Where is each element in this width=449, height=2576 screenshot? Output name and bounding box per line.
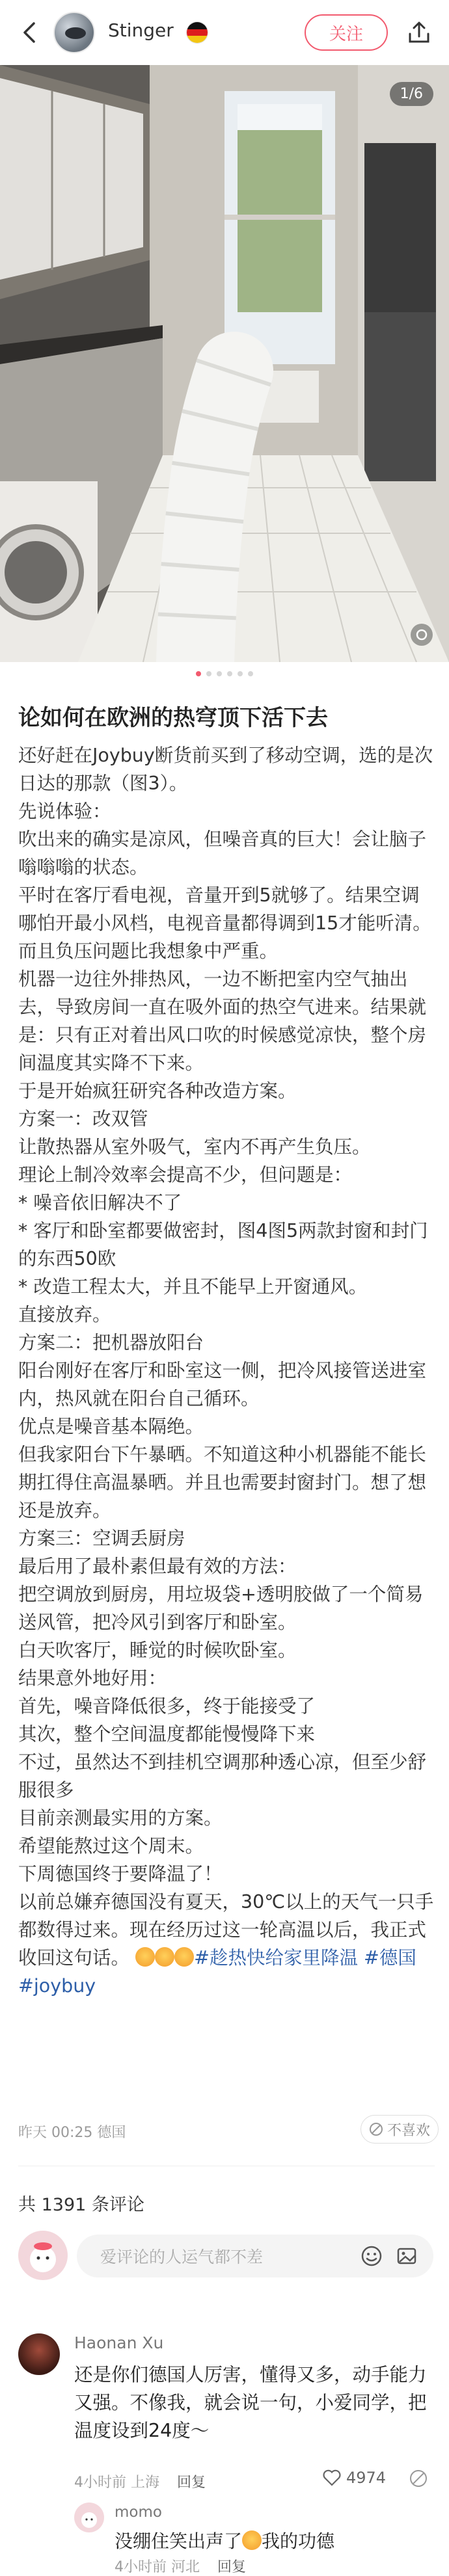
paragraph: 于是开始疯狂研究各种改造方案。 (18, 1080, 297, 1102)
paragraph: 下周德国终于要降温了！ (18, 1863, 223, 1885)
image-pagination[interactable] (0, 667, 449, 680)
emoji-icon (129, 1947, 194, 1969)
paragraph: 首先，噪音降低很多，终于能接受了 (18, 1695, 316, 1717)
reply-button[interactable]: 回复 (217, 2559, 247, 2575)
top-bar (0, 0, 449, 65)
paragraph: 让散热器从室外吸气，室内不再产生负压。 (18, 1136, 371, 1158)
paragraph: 还好赶在Joybuy断货前买到了移动空调，选的是次日达的那款（图3）。 (18, 745, 433, 794)
my-avatar (18, 2231, 68, 2280)
pagination-dot[interactable] (238, 671, 243, 676)
comment-time: 4小时前 河北 (115, 2559, 200, 2575)
post-photo[interactable] (0, 65, 449, 662)
post-meta: 昨天 00:25 德国 (18, 2125, 126, 2141)
hashtag[interactable]: #德国 (364, 1947, 416, 1969)
comment-text (115, 2527, 334, 2553)
paragraph: 最后用了最朴素但最有效的方法： (18, 1556, 297, 1577)
hashtag[interactable]: #趁热快给家里降温 (194, 1947, 358, 1969)
heart-icon (323, 2469, 341, 2486)
like-button[interactable] (323, 2469, 386, 2487)
kitchen-photo-illustration (0, 65, 449, 662)
paragraph: 平时在客厅看电视，音量开到5就够了。结果空调哪怕开最小风档，电视音量都得调到15才能听清。 (18, 884, 431, 934)
dislike-button[interactable] (361, 2115, 439, 2144)
post-title: 论如何在欧洲的热穹顶下活下去 (18, 705, 328, 731)
paragraph: 其次，整个空间温度都能慢慢降下来 (18, 1723, 316, 1745)
comment-text-part: 没绷住笑出声了 (115, 2530, 243, 2552)
author-name[interactable]: Stinger (108, 20, 174, 41)
default-avatar-icon (74, 2503, 104, 2532)
pagination-dot[interactable] (217, 671, 222, 676)
paragraph: 白天吹客厅，睡觉的时候吹卧室。 (18, 1640, 297, 1661)
paragraph-with-tags (18, 1888, 435, 2000)
comment-input-placeholder: 爱评论的人运气都不差 (100, 2248, 264, 2266)
live-photo-icon[interactable] (409, 622, 435, 648)
pagination-dot[interactable] (248, 671, 253, 676)
paragraph: 先说体验： (18, 801, 111, 822)
image-upload-icon[interactable] (396, 2245, 418, 2267)
paragraph: 直接放弃。 (18, 1304, 111, 1325)
germany-flag-icon (186, 21, 208, 44)
paragraph: 以前总嫌弃德国没有夏天，30℃以上的天气一只手都数得过来。现在经历过这一轮高温以后，我正式收回这句话。 (18, 1891, 434, 1969)
paragraph: 优点是噪音基本隔绝。 (18, 1416, 204, 1437)
commenter-avatar[interactable] (18, 2333, 60, 2375)
paragraph: 不过，虽然达不到挂机空调那种透心凉，但至少舒服很多 (18, 1751, 427, 1801)
commenter-name[interactable]: Haonan Xu (74, 2333, 164, 2352)
image-counter: 1/6 (390, 82, 433, 106)
back-arrow-icon[interactable] (14, 17, 46, 48)
comment-count: 共 1391 条评论 (18, 2195, 144, 2215)
comment-meta (74, 2471, 206, 2491)
paragraph: 目前亲测最实用的方案。 (18, 1807, 223, 1829)
paragraph: 把空调放到厨房，用垃圾袋+透明胶做了一个简易送风管，把冷风引到客厅和卧室。 (18, 1584, 424, 1633)
paragraph: * 改造工程太大，并且不能早上开窗通风。 (18, 1276, 368, 1297)
paragraph: * 噪音依旧解决不了 (18, 1192, 182, 1214)
paragraph: 方案三：空调丢厨房 (18, 1528, 185, 1549)
emoji-icon[interactable] (361, 2245, 383, 2267)
commenter-avatar[interactable] (74, 2503, 104, 2532)
follow-button[interactable]: 关注 (305, 14, 388, 51)
comment-text-part: 我的功德 (262, 2530, 335, 2552)
author-avatar[interactable] (53, 12, 95, 53)
pagination-dot[interactable] (227, 671, 232, 676)
paragraph: 吹出来的确实是凉风，但噪音真的巨大！会让脑子嗡嗡嗡的状态。 (18, 829, 427, 878)
pagination-dot[interactable] (196, 671, 201, 676)
comment-time: 4小时前 上海 (74, 2475, 159, 2491)
paragraph: 方案一：改双管 (18, 1108, 148, 1130)
paragraph: 希望能熬过这个周末。 (18, 1835, 204, 1857)
pagination-dot[interactable] (206, 671, 211, 676)
emoji-icon (242, 2530, 262, 2550)
dislike-label: 不喜欢 (387, 2122, 430, 2139)
comment-meta (115, 2556, 246, 2576)
commenter-name[interactable]: momo (115, 2504, 162, 2521)
paragraph: 但我家阳台下午暴晒。不知道这种小机器能不能长期扛得住高温暴晒。并且也需要封窗封门。想了想还是放弃。 (18, 1444, 427, 1521)
dislike-icon (369, 2122, 383, 2136)
paragraph: 理论上制冷效率会提高不少，但问题是： (18, 1164, 353, 1186)
paragraph: 阳台刚好在客厅和卧室这一侧，把冷风接管送进室内，热风就在阳台自己循环。 (18, 1360, 427, 1409)
comment-input[interactable] (77, 2235, 433, 2277)
post-content (18, 741, 435, 2000)
paragraph: 而且负压问题比我想象中严重。 (18, 940, 279, 962)
reply-button[interactable]: 回复 (177, 2475, 206, 2491)
paragraph: 机器一边往外排热风，一边不断把室内空气抽出去，导致房间一直在吸外面的热空气进来。结果就是：只有正对着出风口吹的时候感觉凉快，整个房间温度其实降不下来。 (18, 968, 427, 1074)
paragraph: 结果意外地好用： (18, 1667, 167, 1689)
comment-text: 还是你们德国人厉害，懂得又多，动手能力又强。不像我，就会说一句，小爱同学，把温度设到24度～ (74, 2364, 427, 2441)
default-avatar-icon (18, 2231, 68, 2280)
share-icon[interactable] (406, 20, 432, 46)
like-count: 4974 (346, 2469, 387, 2487)
paragraph: 方案二：把机器放阳台 (18, 1332, 204, 1353)
paragraph: * 客厅和卧室都要做密封，图4图5两款封窗和封门的东西50欧 (18, 1220, 428, 1269)
dislike-icon[interactable] (409, 2469, 428, 2488)
hashtag[interactable]: #joybuy (18, 1975, 96, 1997)
